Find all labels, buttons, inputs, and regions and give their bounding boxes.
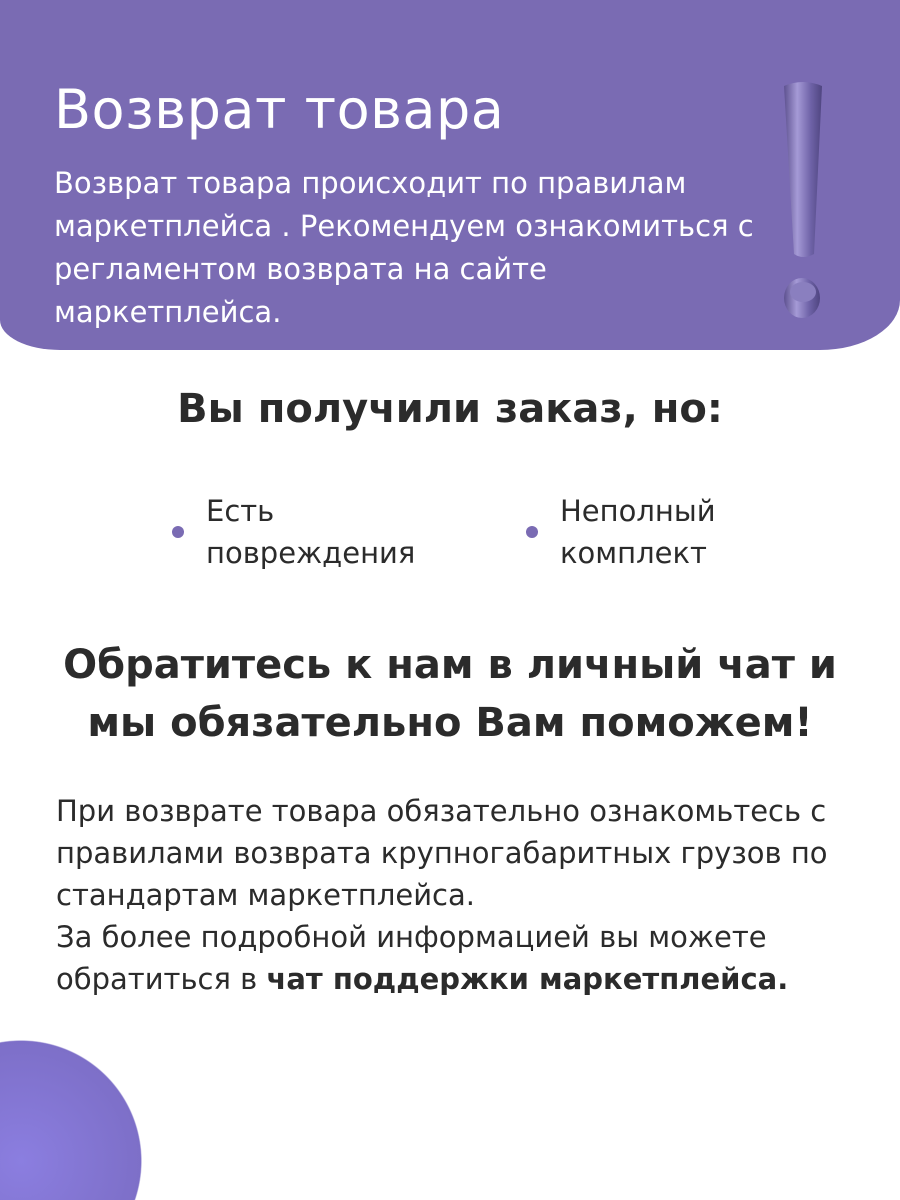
bullet-line: Есть [206,494,275,528]
subtitle: Вы получили заказ, но: [177,386,723,432]
decorative-circle [0,1040,142,1200]
bullet-dot-icon [172,526,184,538]
info-text [56,790,876,1000]
info-paragraph-2: За более подробной информацией вы можете обратиться в [56,920,767,996]
exclamation-icon [778,78,828,328]
bullet-line: комплект [560,536,707,570]
cta-line: Обратитесь к нам в личный чат и [63,642,837,688]
bullet-line: Неполный [560,494,716,528]
info-paragraph-1: При возврате товара обязательно ознакомьтесь с правилами возврата крупногабаритных грузов по стандартам маркетплейса. [56,794,828,912]
bullet-line: повреждения [206,536,416,570]
bullet-damage [172,490,415,574]
intro-text: Возврат товара происходит по правилам маркетплейса . Рекомендуем ознакомиться с регламентом возврата на сайте маркетплейса. [54,166,754,329]
call-to-action [20,636,880,752]
page-title: Возврат товара [54,78,505,141]
header-banner [0,0,900,350]
bullet-dot-icon [526,526,538,538]
support-chat-emphasis: чат поддержки маркетплейса. [266,962,789,996]
cta-line: мы обязательно Вам поможем! [87,700,813,746]
bullet-incomplete [526,490,716,574]
